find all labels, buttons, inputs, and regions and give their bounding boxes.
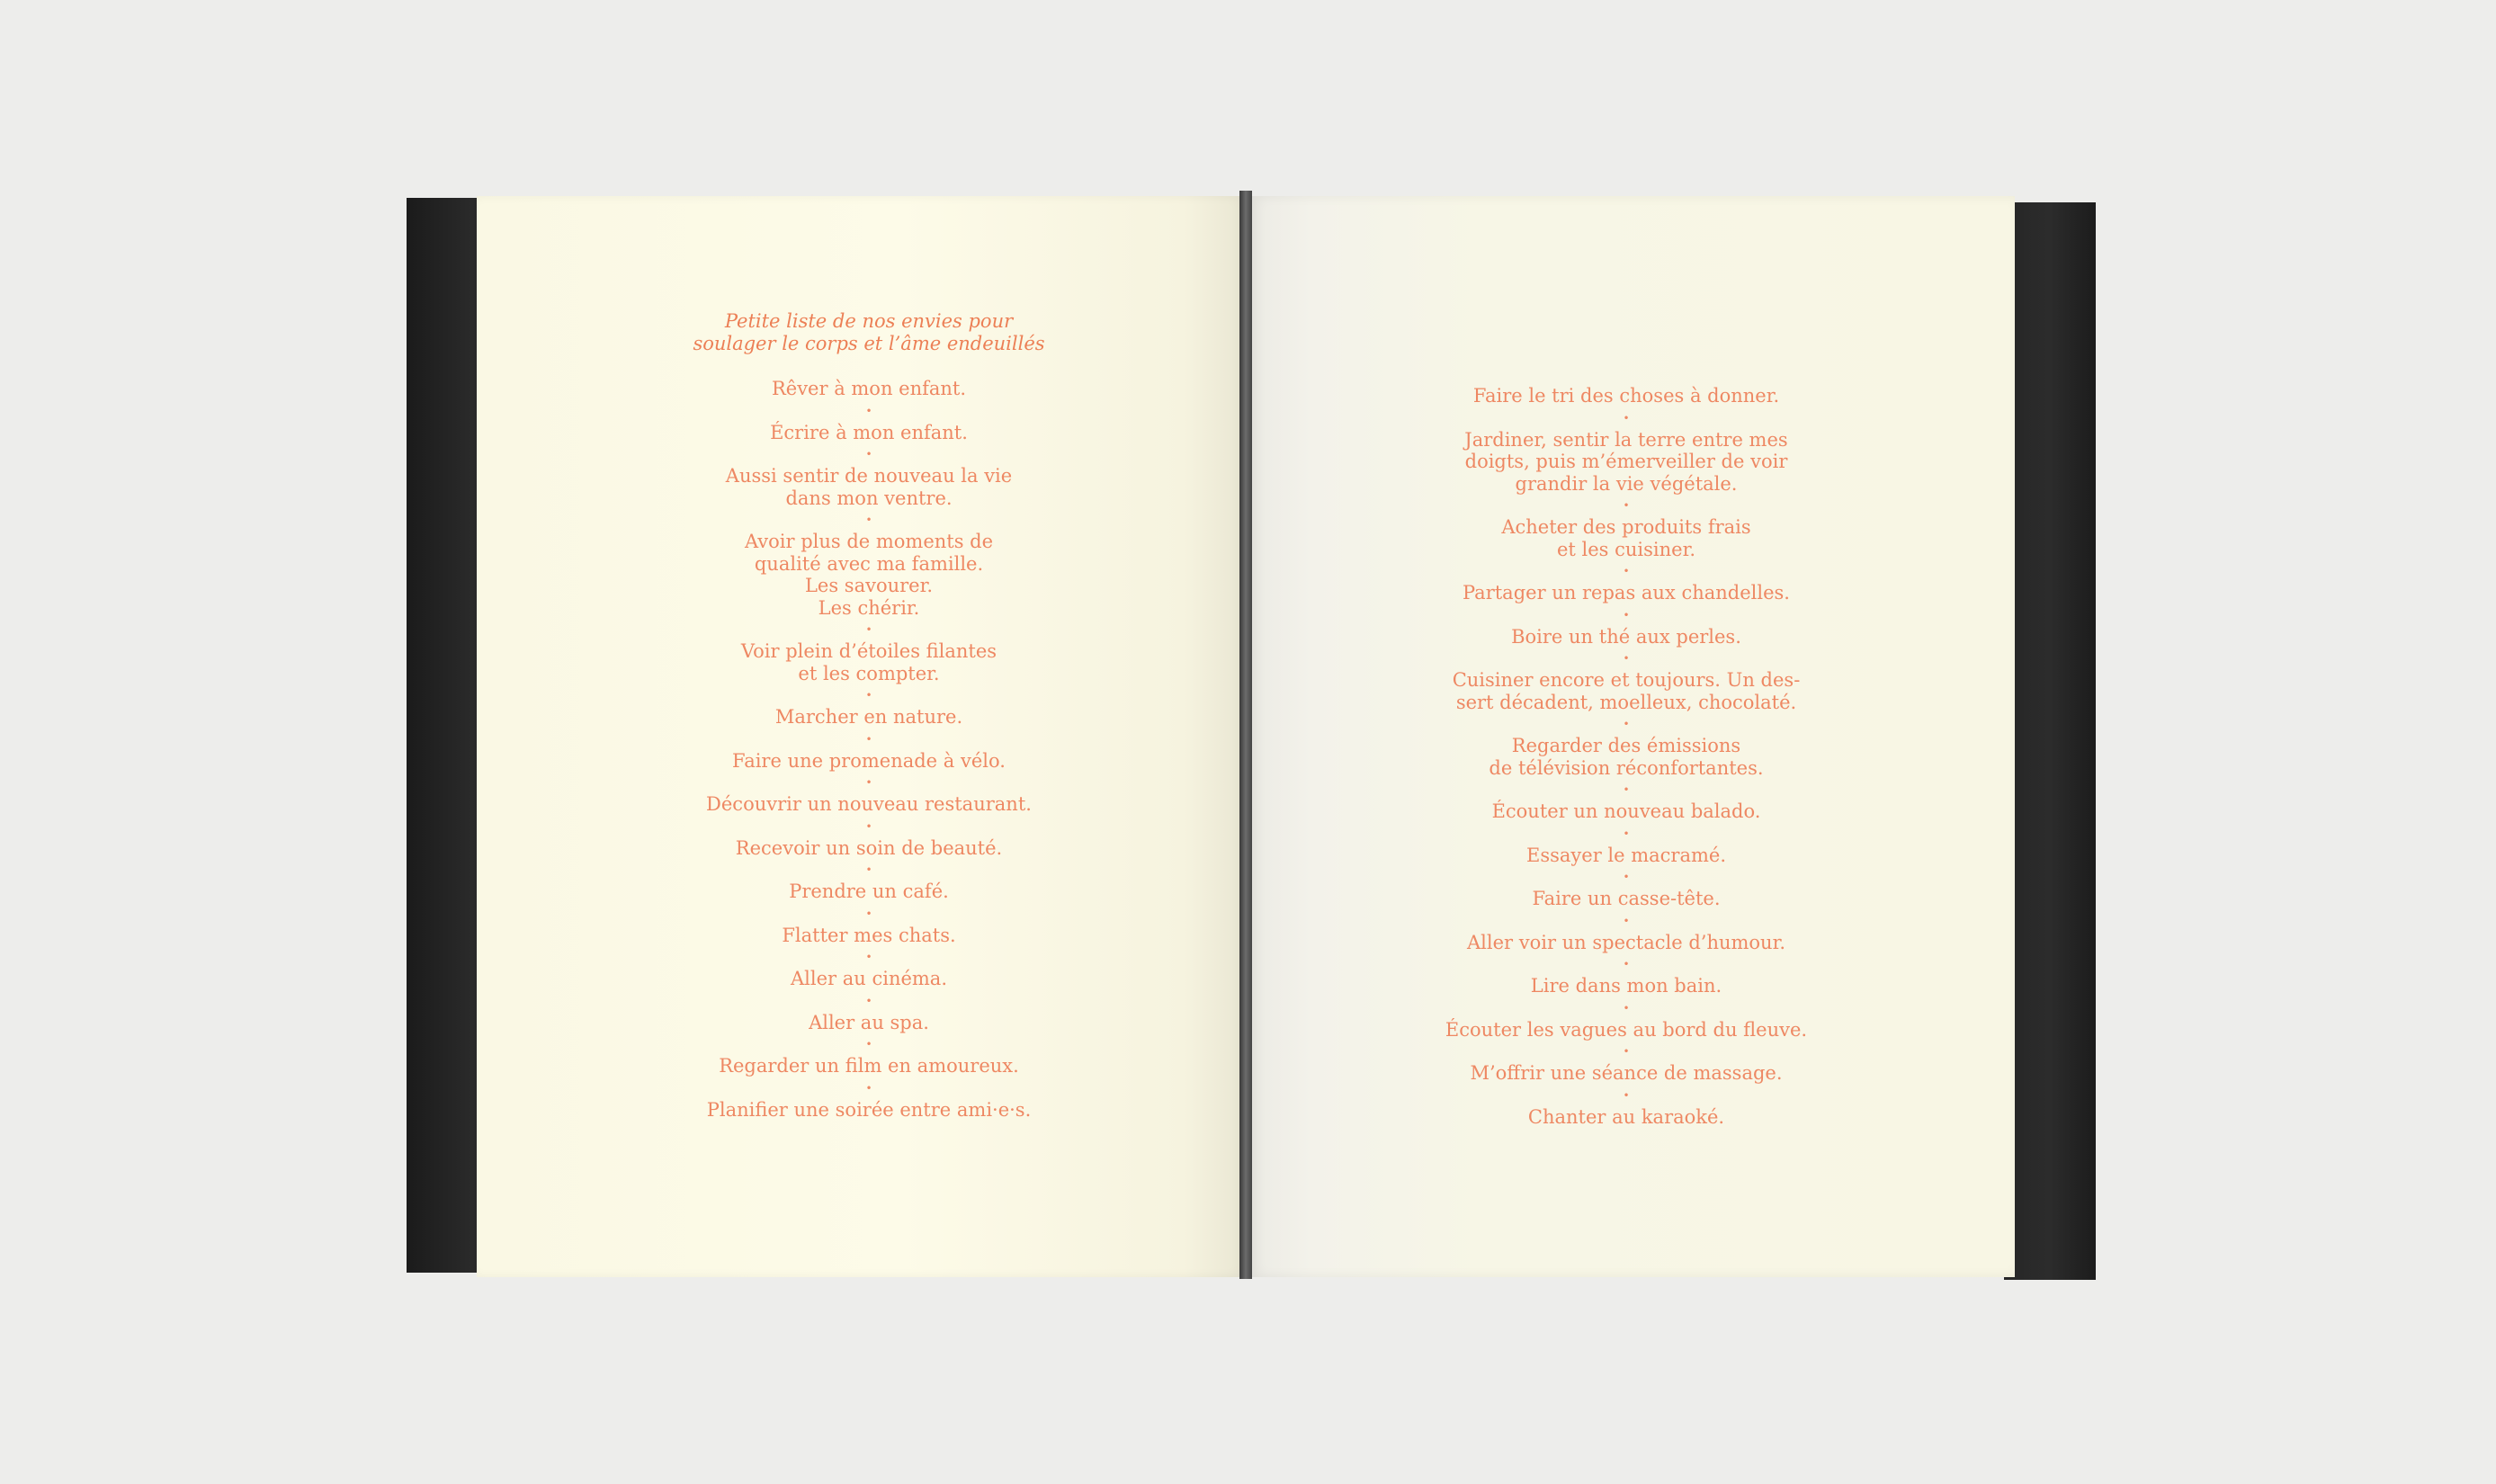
list-item: Faire un casse-tête. (1532, 888, 1721, 909)
list-item: Voir plein d’étoiles filantes et les compter. (740, 640, 998, 684)
bullet-separator: • (1623, 783, 1630, 796)
bullet-separator: • (1623, 1001, 1630, 1015)
bullet-separator: • (1623, 499, 1630, 512)
bullet-separator: • (865, 1081, 872, 1095)
bullet-separator: • (865, 514, 872, 526)
list-item: Boire un thé aux perles. (1511, 625, 1741, 648)
list-item: Chanter au karaoké. (1527, 1105, 1725, 1128)
book-cover-right (2004, 202, 2096, 1280)
left-items (666, 378, 1072, 1121)
bullet-separator: • (865, 819, 872, 833)
bullet-separator: • (865, 776, 872, 789)
list-item: Acheter des produits frais et les cuisiner. (1501, 516, 1751, 560)
list-item: Regarder des émissions de télévision réconfortantes. (1489, 735, 1764, 779)
bullet-separator: • (1623, 827, 1630, 840)
right-items (1432, 385, 1821, 1128)
right-page-list (1432, 385, 1821, 1128)
list-item: Aller voir un spectacle d’humour. (1466, 931, 1785, 953)
list-item: Recevoir un soin de beauté. (735, 836, 1003, 859)
bullet-separator: • (1623, 871, 1630, 883)
bullet-separator: • (1623, 1045, 1630, 1058)
list-item: Planifier une soirée entre ami·e·s. (706, 1098, 1032, 1121)
list-item: Prendre un café. (789, 881, 949, 902)
list-item: Écouter un nouveau balado. (1491, 800, 1761, 822)
list-item: Aller au cinéma. (791, 968, 947, 989)
bullet-separator: • (865, 623, 872, 636)
bullet-separator: • (1623, 652, 1630, 665)
list-item: Regarder un film en amoureux. (719, 1055, 1019, 1077)
list-item: Essayer le macramé. (1526, 844, 1726, 866)
list-item: Avoir plus de moments de qualité avec ma famille. Les savourer. Les chérir. (744, 531, 994, 619)
bullet-separator: • (865, 907, 872, 920)
bullet-separator: • (1623, 1088, 1630, 1102)
list-item: Cuisiner encore et toujours. Un des- sert décadent, moelleux, chocolaté. (1452, 669, 1801, 713)
list-item: Aussi sentir de nouveau la vie dans mon ventre. (725, 465, 1013, 509)
bullet-separator: • (865, 994, 872, 1007)
bullet-separator: • (1623, 411, 1630, 425)
bullet-separator: • (1623, 718, 1630, 730)
list-item: Aller au spa. (809, 1011, 929, 1033)
bullet-separator: • (865, 951, 872, 963)
bullet-separator: • (1623, 958, 1630, 970)
list-item: M’offrir une séance de massage. (1470, 1062, 1783, 1084)
list-item: Rêver à mon enfant. (771, 378, 967, 399)
list-heading: Petite liste de nos envies pour soulager le corps et l’âme endeuillés (693, 310, 1045, 354)
bullet-separator: • (865, 689, 872, 702)
list-item: Lire dans mon bain. (1530, 975, 1722, 997)
bullet-separator: • (1623, 565, 1630, 577)
list-item: Marcher en nature. (774, 706, 963, 728)
bullet-separator: • (865, 1038, 872, 1050)
bullet-separator: • (865, 448, 872, 460)
left-page-list (666, 310, 1072, 1121)
book-spine-gutter (1239, 191, 1252, 1279)
list-item: Faire le tri des choses à donner. (1472, 385, 1780, 407)
bullet-separator: • (865, 863, 872, 876)
list-item: Flatter mes chats. (782, 924, 956, 946)
bullet-separator: • (1623, 608, 1630, 621)
list-item: Faire une promenade à vélo. (732, 749, 1006, 772)
bullet-separator: • (1623, 914, 1630, 927)
list-item: Jardiner, sentir la terre entre mes doigts, puis m’émerveiller de voir grandir la vie végétale. (1464, 428, 1788, 495)
list-item: Écouter les vagues au bord du fleuve. (1445, 1018, 1808, 1041)
bullet-separator: • (865, 732, 872, 746)
list-item: Découvrir un nouveau restaurant. (706, 793, 1032, 815)
list-item: Écrire à mon enfant. (770, 421, 968, 443)
bullet-separator: • (865, 404, 872, 417)
list-item: Partager un repas aux chandelles. (1463, 582, 1790, 603)
